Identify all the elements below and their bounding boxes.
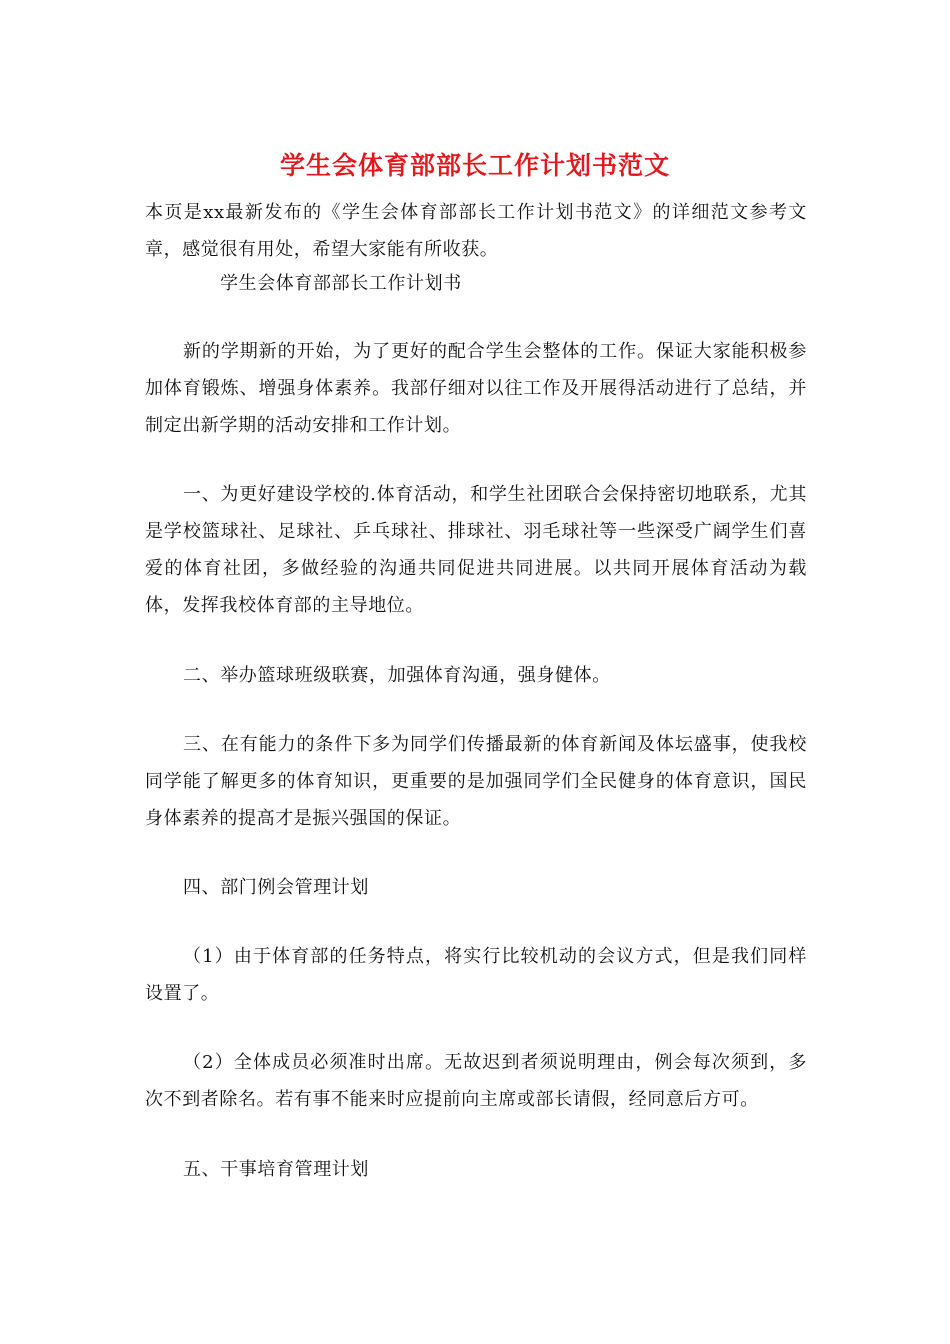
document-title: 学生会体育部部长工作计划书范文 (279, 151, 670, 180)
body-paragraph-6: （2）全体成员必须准时出席。无故迟到者须说明理由，例会每次须到，多次不到者除名。若有事不能来时应提前向主席或部长请假，经同意后方可。 (145, 1052, 807, 1110)
body-paragraph-5: （1）由于体育部的任务特点，将实行比较机动的会议方式，但是我们同样设置了。 (145, 946, 807, 1004)
body-paragraph-4: 三、在有能力的条件下多为同学们传播最新的体育新闻及体坛盛事，使我校同学能了解更多的体育知识，更重要的是加强同学们全民健身的体育意识，国民身体素养的提高才是振兴强国的保证。 (145, 734, 807, 829)
body-paragraph-2: 一、为更好建设学校的.体育活动，和学生社团联合会保持密切地联系，尤其是学校篮球社、足球社、乒乓球社、排球社、羽毛球社等一些深受广阔学生们喜爱的体育社团，多做经验的沟通共同促进共同进展。以共同开展体育活动为载体，发挥我校体育部的主导地位。 (145, 484, 807, 616)
document-subtitle: 学生会体育部部长工作计划书 (220, 273, 462, 294)
section-heading-4: 四、部门例会管理计划 (183, 877, 369, 898)
body-paragraph-3: 二、举办篮球班级联赛，加强体育沟通，强身健体。 (183, 665, 611, 686)
intro-paragraph: 本页是xx最新发布的《学生会体育部部长工作计划书范文》的详细范文参考文章，感觉很有用处，希望大家能有所收获。 (145, 202, 807, 260)
body-paragraph-1: 新的学期新的开始，为了更好的配合学生会整体的工作。保证大家能积极参加体育锻炼、增强身体素养。我部仔细对以往工作及开展得活动进行了总结，并制定出新学期的活动安排和工作计划。 (145, 341, 807, 436)
section-heading-5: 五、干事培育管理计划 (183, 1159, 369, 1180)
